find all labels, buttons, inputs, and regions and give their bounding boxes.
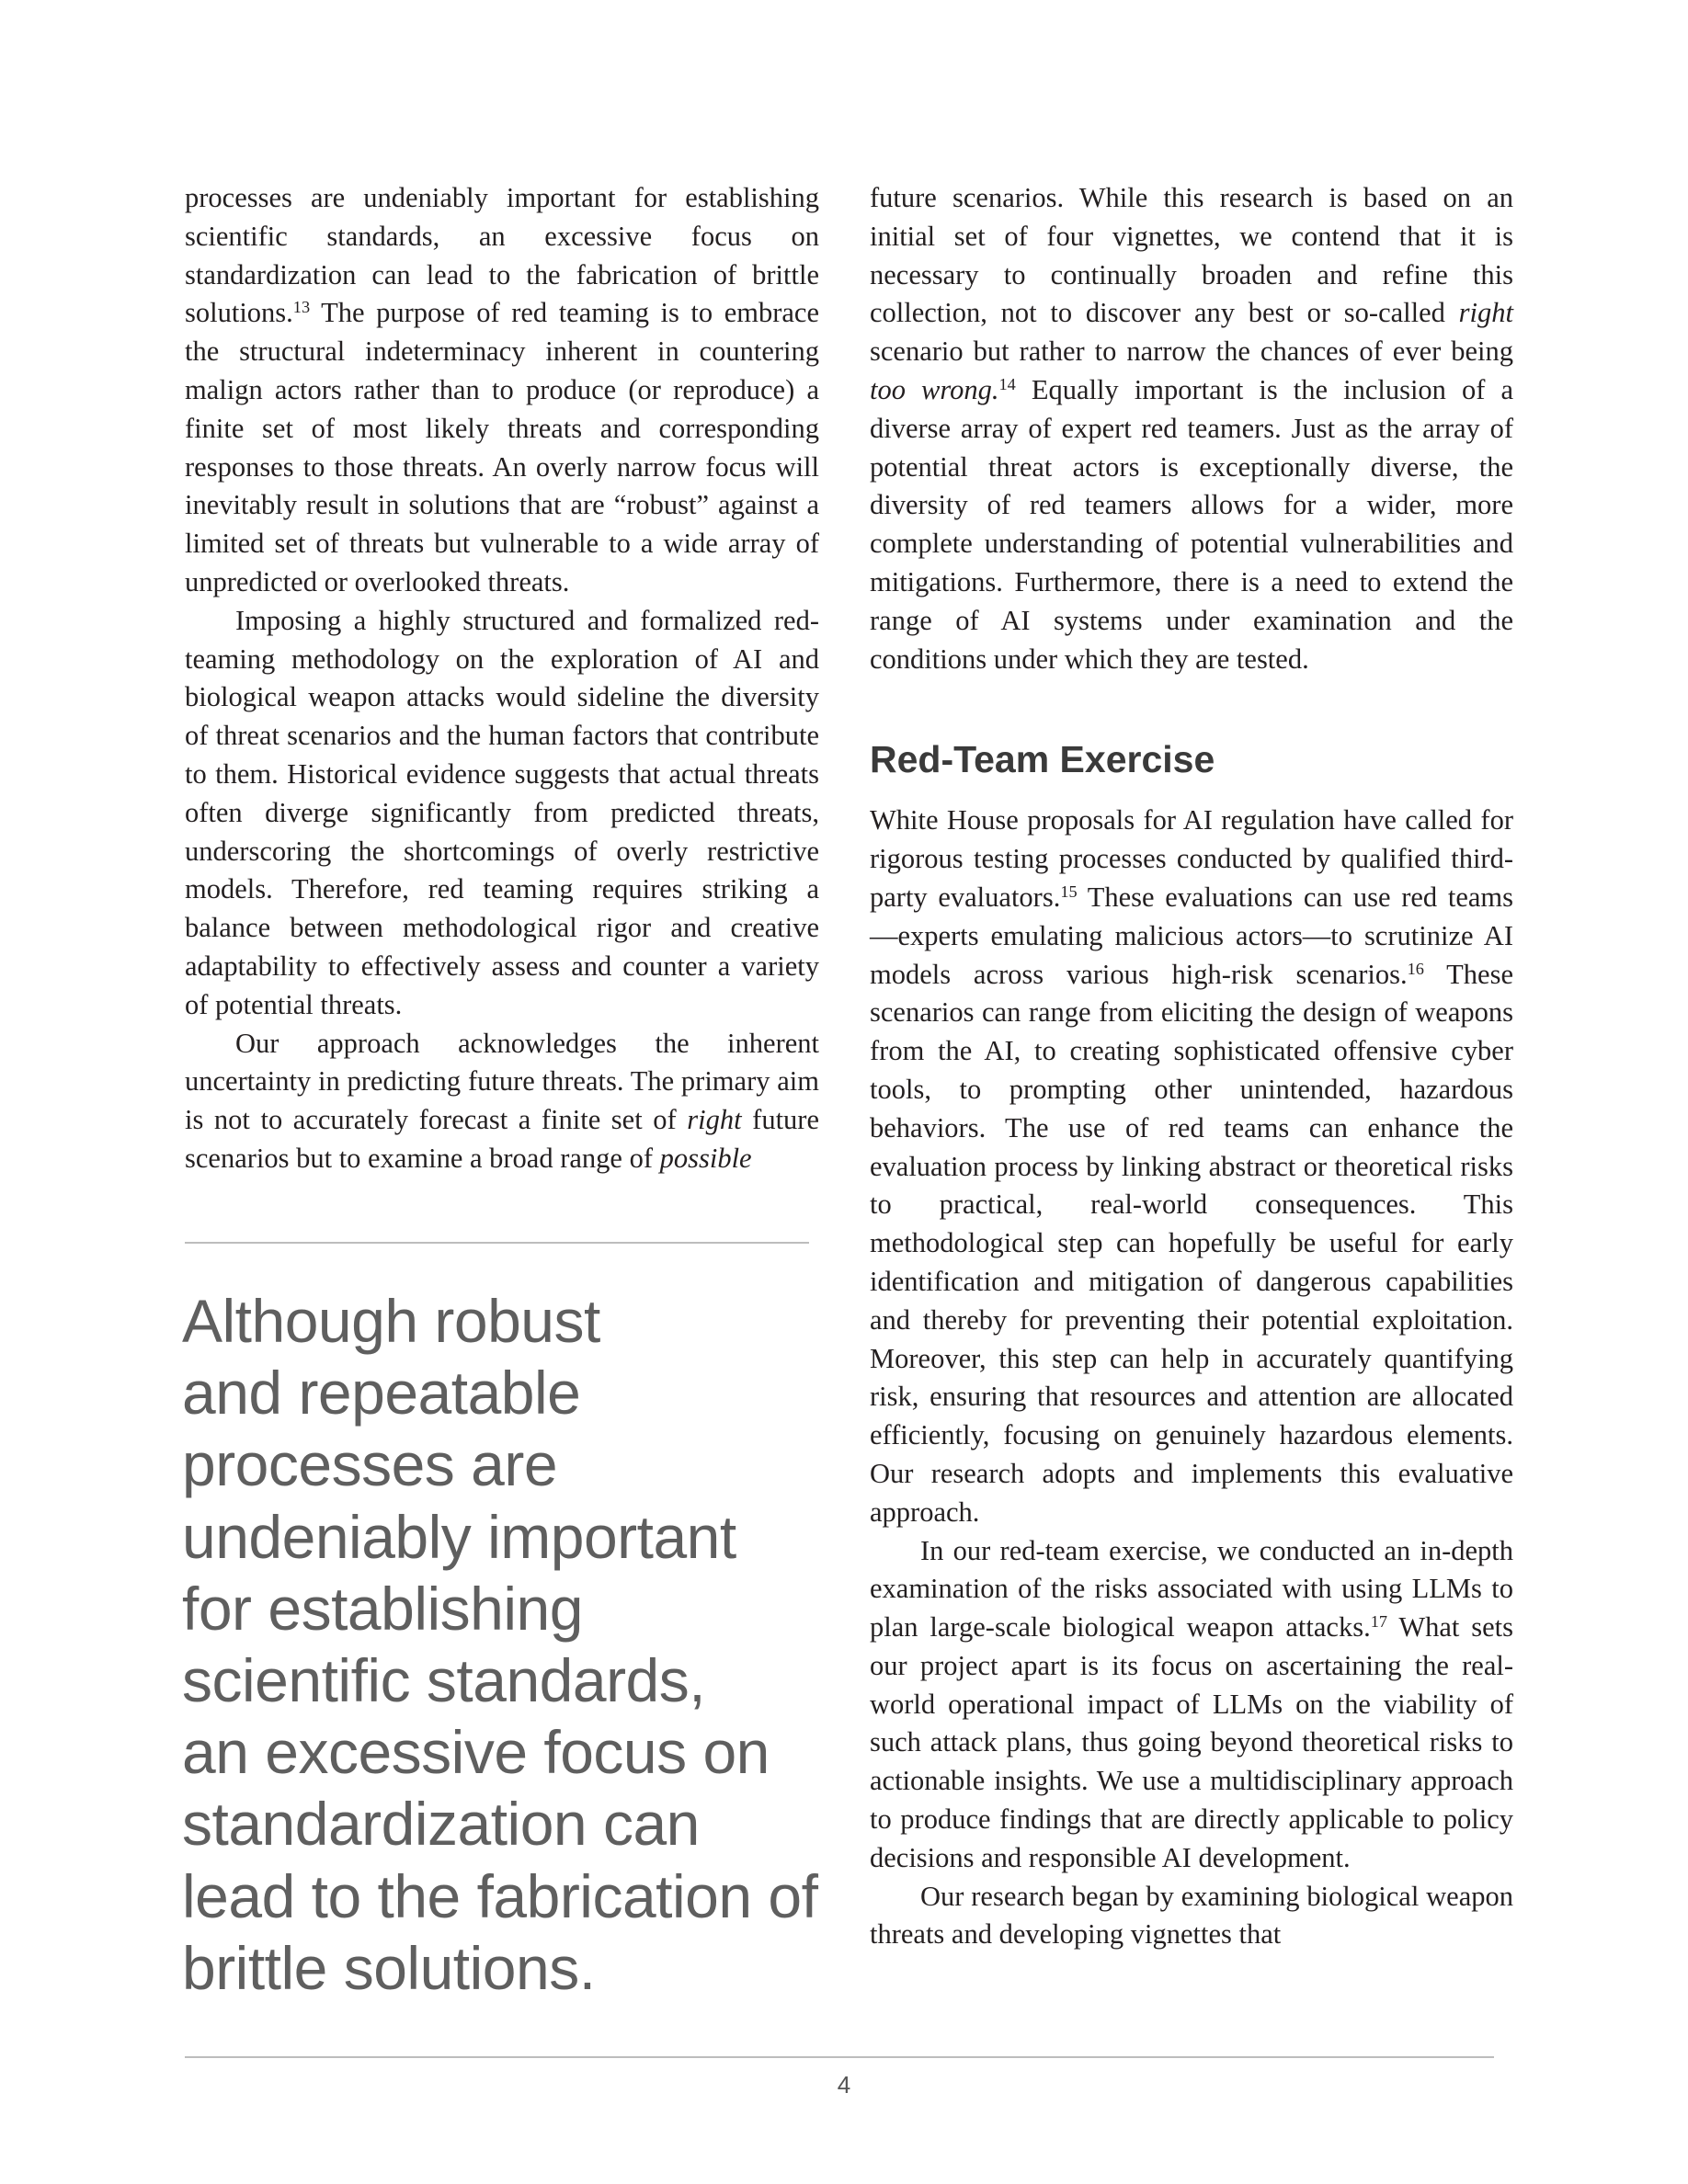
section-heading: Red-Team Exercise <box>870 738 1215 781</box>
emphasis-right: right <box>1458 297 1513 329</box>
left-paragraph-2: Imposing a highly structured and formalized red-teaming methodology on the exploration of AI and biological weapon attacks would sideline the diversity of threat scenarios and the human factors that contribute to them. Historical evidence suggests that actual threats often diverge significantly from predicted threats, underscoring the shortcomings of overly restrictive models. Therefore, red teaming requires striking a balance between methodological rigor and creative adaptability to effectively assess and counter a variety of potential threats. <box>185 604 819 1020</box>
pull-quote-line: Although robust <box>182 1287 600 1355</box>
left-paragraph-1 <box>185 179 819 602</box>
left-column <box>185 179 819 1178</box>
emphasis-right: right <box>687 1104 742 1136</box>
pull-quote-line: lead to the fabrication of <box>182 1861 818 1930</box>
pull-quote-line: processes are <box>182 1430 558 1499</box>
text-run: The purpose of red teaming is to embrace the structural indeterminacy inherent in countering malign actors rather than to produce (or reproduce) a finite set of most likely threats and corresponding responses to those threats. An overly narrow focus will inevitably result in solutions that are “robust” against a limited set of threats but vulnerable to a wide array of unpredicted or overlooked threats. <box>185 297 819 597</box>
pull-quote-line: standardization can <box>182 1790 700 1859</box>
right-paragraph-3 <box>870 1532 1513 1878</box>
right-paragraph-1 <box>870 179 1513 678</box>
text-run: Equally important is the inclusion of a diverse array of expert red teamers. Just as the array of potential threat actors is exceptionally diverse, the diversity of red teamers allows for a wider, more complete understanding of potential vulnerabilities and mitigations. Furthermore, there is a need to extend the range of AI systems under examination and the conditions under which they are tested. <box>870 373 1513 675</box>
right-paragraph-4: Our research began by examining biological weapon threats and developing vignettes that <box>870 1880 1513 1951</box>
left-paragraph-3 <box>185 1025 819 1178</box>
footer-rule <box>185 2056 1494 2058</box>
pull-quote-rule <box>185 1242 809 1244</box>
footnote-ref-17: 17 <box>1370 1612 1387 1632</box>
text-run: future scenarios. While this research is based on an initial set of four vignettes, we contend that it is necessary to continually broaden and refine this collection, not to discover any best or so-called <box>870 182 1513 329</box>
footnote-ref-14: 14 <box>998 374 1016 393</box>
page-number: 4 <box>837 2071 851 2099</box>
pull-quote-line: brittle solutions. <box>182 1933 596 2002</box>
footnote-ref-13: 13 <box>292 298 311 317</box>
text-run: These scenarios can range from eliciting the design of weapons from the AI, to creating sophisticated offensive cyber tools, to prompting other unintended, hazardous behaviors. The use of red teams can enhance the evaluation process by linking abstract or theoretical risks to practical, real-world consequences. This methodological step can hopefully be useful for early identification and mitigation of dangerous capabilities and thereby for preventing their potential exploitation. Moreover, this step can help in accurately quantifying risk, ensuring that resources and attention are allocated efficiently, focusing on genuinely hazardous elements. Our research adopts and implements this evaluative approach. <box>870 958 1513 1528</box>
text-run: processes are undeniably important for establishing scientific standards, an excessive focus on standardization can lead to the fabrication of brittle solutions. <box>185 182 819 329</box>
text-run: Our approach acknowledges the inherent uncertainty in predicting future threats. The primary aim is not to accurately forecast a finite set of <box>185 1027 819 1136</box>
pull-quote-line: an excessive focus on <box>182 1718 770 1787</box>
pull-quote-line: and repeatable <box>182 1359 581 1428</box>
pull-quote-line: scientific standards, <box>182 1646 706 1715</box>
text-run: These evaluations can use red teams—experts emulating malicious actors—to scrutinize AI models across various high-risk scenarios. <box>870 881 1513 990</box>
text-run: scenario but rather to narrow the chances of ever being <box>870 336 1513 368</box>
footnote-ref-16: 16 <box>1407 959 1424 978</box>
pull-quote <box>182 1285 826 2004</box>
right-column <box>870 179 1513 1954</box>
text-run: What sets our project apart is its focus on ascertaining the real-world operational impact of LLMs on the viability of such attack plans, thus going beyond theoretical risks to actionable insights. We use a multidisciplinary approach to produce findings that are directly applicable to policy decisions and responsible AI development. <box>870 1611 1514 1873</box>
text-run: White House proposals for AI regulation have called for rigorous testing processes conducted by qualified third-party evaluators. <box>870 804 1513 913</box>
text-run: In our red-team exercise, we conducted an in-depth examination of the risks associated with using LLMs to plan large-scale biological weapon attacks. <box>870 1534 1513 1644</box>
footnote-ref-15: 15 <box>1060 882 1078 901</box>
text-run: future scenarios but to examine a broad range of <box>185 1104 819 1174</box>
emphasis-possible: possible <box>659 1142 752 1174</box>
right-paragraph-2 <box>870 802 1513 1531</box>
pull-quote-line: for establishing <box>182 1574 583 1643</box>
emphasis-too-wrong: too wrong. <box>870 373 999 405</box>
pull-quote-line: undeniably important <box>182 1502 736 1571</box>
